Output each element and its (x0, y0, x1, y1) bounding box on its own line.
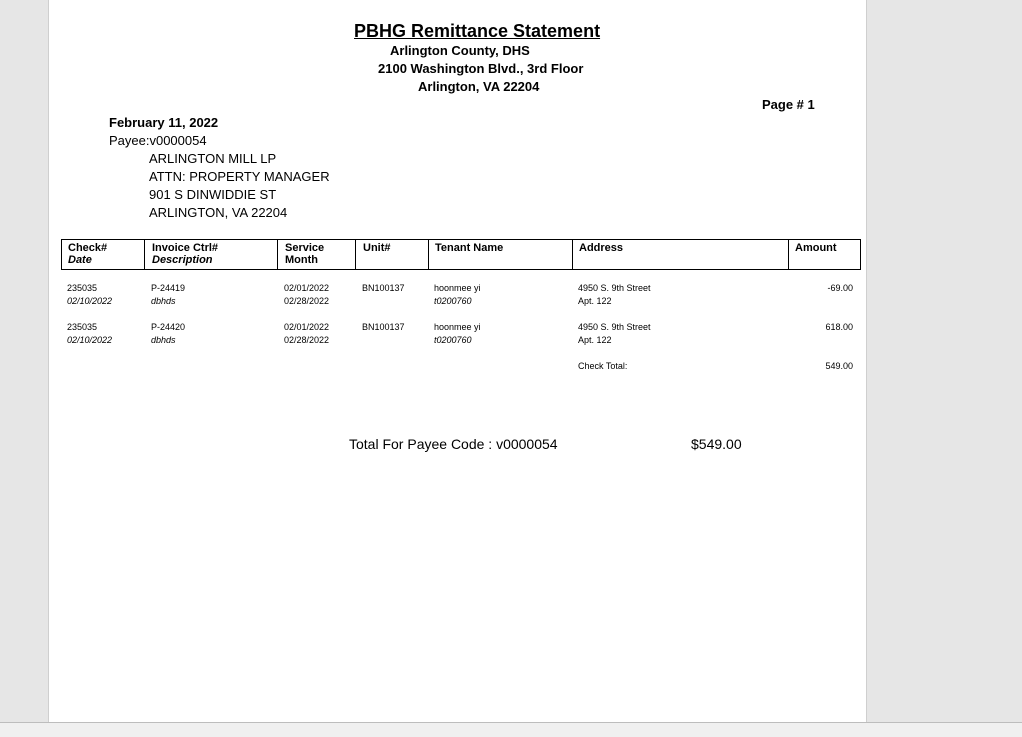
row-date: 02/10/2022 (67, 296, 113, 306)
statement-title: PBHG Remittance Statement (354, 21, 601, 41)
agency-street: 2100 Washington Blvd., 3rd Floor (378, 61, 584, 76)
header-date: Date (68, 254, 92, 266)
payee-total-value: $549.00 (691, 436, 742, 452)
payee-attn: ATTN: PROPERTY MANAGER (149, 169, 330, 184)
row-service-end: 02/28/2022 (284, 335, 330, 345)
row-tenant-code: t0200760 (434, 335, 472, 345)
row-service-start: 02/01/2022 (284, 283, 330, 293)
header-month: Month (285, 254, 318, 266)
document-page (48, 0, 867, 722)
row-check: 235035 (67, 322, 98, 332)
row-unit: BN100137 (362, 322, 405, 332)
statement-date: February 11, 2022 (109, 115, 219, 130)
row-date: 02/10/2022 (67, 335, 113, 345)
header-description: Description (152, 254, 213, 266)
header-service: Service (285, 242, 325, 254)
row-invoice: P-24419 (151, 283, 186, 293)
row-amount: 618.00 (825, 322, 853, 332)
header-invoice: Invoice Ctrl# (152, 242, 219, 254)
header-tenant: Tenant Name (435, 242, 504, 254)
row-tenant: hoonmee yi (434, 322, 481, 332)
payee-total-label: Total For Payee Code : v0000054 (349, 436, 558, 452)
row-check: 235035 (67, 283, 98, 293)
agency-name: Arlington County, DHS (390, 43, 530, 58)
check-total-label: Check Total: (578, 361, 628, 371)
payee-name: ARLINGTON MILL LP (149, 151, 277, 166)
table-header (61, 239, 861, 270)
row-address2: Apt. 122 (578, 296, 612, 306)
row-service-end: 02/28/2022 (284, 296, 330, 306)
check-total-value: 549.00 (825, 361, 853, 371)
header-check: Check# (68, 242, 108, 254)
agency-city: Arlington, VA 22204 (418, 79, 540, 94)
row-description: dbhds (151, 335, 176, 345)
row-tenant-code: t0200760 (434, 296, 472, 306)
row-tenant: hoonmee yi (434, 283, 481, 293)
row-description: dbhds (151, 296, 176, 306)
row-address1: 4950 S. 9th Street (578, 283, 651, 293)
row-invoice: P-24420 (151, 322, 186, 332)
header-amount: Amount (795, 242, 837, 254)
payee-code: Payee:v0000054 (109, 133, 207, 148)
page-number: Page # 1 (762, 97, 815, 112)
row-service-start: 02/01/2022 (284, 322, 330, 332)
header-address: Address (579, 242, 624, 254)
row-address1: 4950 S. 9th Street (578, 322, 651, 332)
row-amount: -69.00 (827, 283, 853, 293)
row-address2: Apt. 122 (578, 335, 612, 345)
row-unit: BN100137 (362, 283, 405, 293)
payee-street: 901 S DINWIDDIE ST (149, 187, 277, 202)
header-unit: Unit# (363, 242, 391, 254)
viewer-bottom-bar (0, 722, 1022, 737)
payee-city: ARLINGTON, VA 22204 (149, 205, 288, 220)
